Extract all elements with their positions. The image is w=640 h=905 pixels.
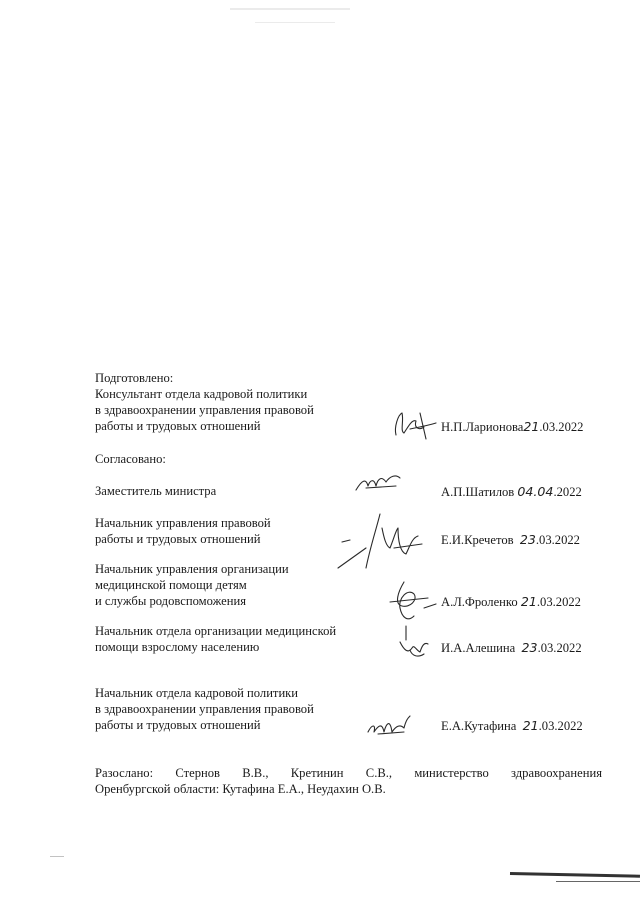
agreed-signatory: [441, 532, 580, 548]
handwritten-date: 23: [519, 532, 536, 547]
agreed-position-line: работы и трудовых отношений: [95, 718, 261, 732]
signatory-name: И.А.Алешина: [441, 641, 516, 655]
printed-date: .2022: [553, 485, 582, 499]
agreed-signatory: [441, 484, 582, 500]
prepared-position-line: работы и трудовых отношений: [95, 419, 261, 433]
agreed-position-line: Заместитель министра: [95, 484, 217, 498]
agreed-position-line: Начальник управления организации: [95, 562, 289, 576]
agreed-position-line: работы и трудовых отношений: [95, 532, 261, 546]
scan-edge-line: [556, 881, 640, 882]
scan-edge-line: [510, 872, 640, 878]
agreed-signatory: [441, 640, 582, 656]
scan-artifact: [230, 8, 350, 10]
agreed-position-line: в здравоохранении управления правовой: [95, 702, 314, 716]
signature-aleshina: [392, 620, 432, 660]
prepared-signatory: [441, 419, 583, 435]
signature-krechetov: [336, 508, 428, 570]
agreed-position-line: медицинской помощи детям: [95, 578, 247, 592]
signature-shatilov: [352, 470, 404, 498]
handwritten-date: 21: [523, 419, 540, 434]
agreed-position-line: помощи взрослому населению: [95, 640, 260, 654]
signature-larionova: [390, 405, 440, 443]
handwritten-date: 23: [521, 640, 538, 655]
handwritten-date: 04.04: [517, 484, 554, 499]
distribution-line: Оренбургской области: Кутафина Е.А., Неудахин О.В.: [95, 782, 386, 796]
prepared-position-line: в здравоохранении управления правовой: [95, 403, 314, 417]
signatory-name: А.П.Шатилов: [441, 485, 515, 499]
distribution-list: [95, 765, 602, 797]
agreed-position-line: и службы родовспоможения: [95, 594, 246, 608]
scan-artifact: [255, 22, 335, 23]
printed-date: .03.2022: [536, 595, 581, 609]
printed-date: .03.2022: [535, 533, 580, 547]
agreed-signatory: [441, 718, 583, 734]
printed-date: .03.2022: [539, 420, 584, 434]
prepared-heading: Подготовлено:: [95, 371, 174, 385]
signature-frolenko: [384, 578, 440, 624]
signature-kutafina: [364, 710, 412, 740]
signatory-name: Н.П.Ларионова: [441, 420, 524, 434]
signatory-name: А.Л.Фроленко: [441, 595, 518, 609]
agreed-signatory: [441, 594, 581, 610]
agreed-position-line: Начальник отдела кадровой политики: [95, 686, 299, 700]
signatory-name: Е.А.Кутафина: [441, 719, 517, 733]
distribution-line: Разослано: Стернов В.В., Кретинин С.В., министерство здравоохранения: [95, 766, 602, 780]
prepared-position-line: Консультант отдела кадровой политики: [95, 387, 308, 401]
agreed-position-line: Начальник управления правовой: [95, 516, 271, 530]
agreed-position-line: Начальник отдела организации медицинской: [95, 624, 337, 638]
agreed-heading: Согласовано:: [95, 452, 166, 466]
scan-artifact: [50, 856, 64, 857]
handwritten-date: 21: [522, 718, 539, 733]
printed-date: .03.2022: [537, 641, 582, 655]
handwritten-date: 21: [520, 594, 537, 609]
printed-date: .03.2022: [538, 719, 583, 733]
signatory-name: Е.И.Кречетов: [441, 533, 514, 547]
